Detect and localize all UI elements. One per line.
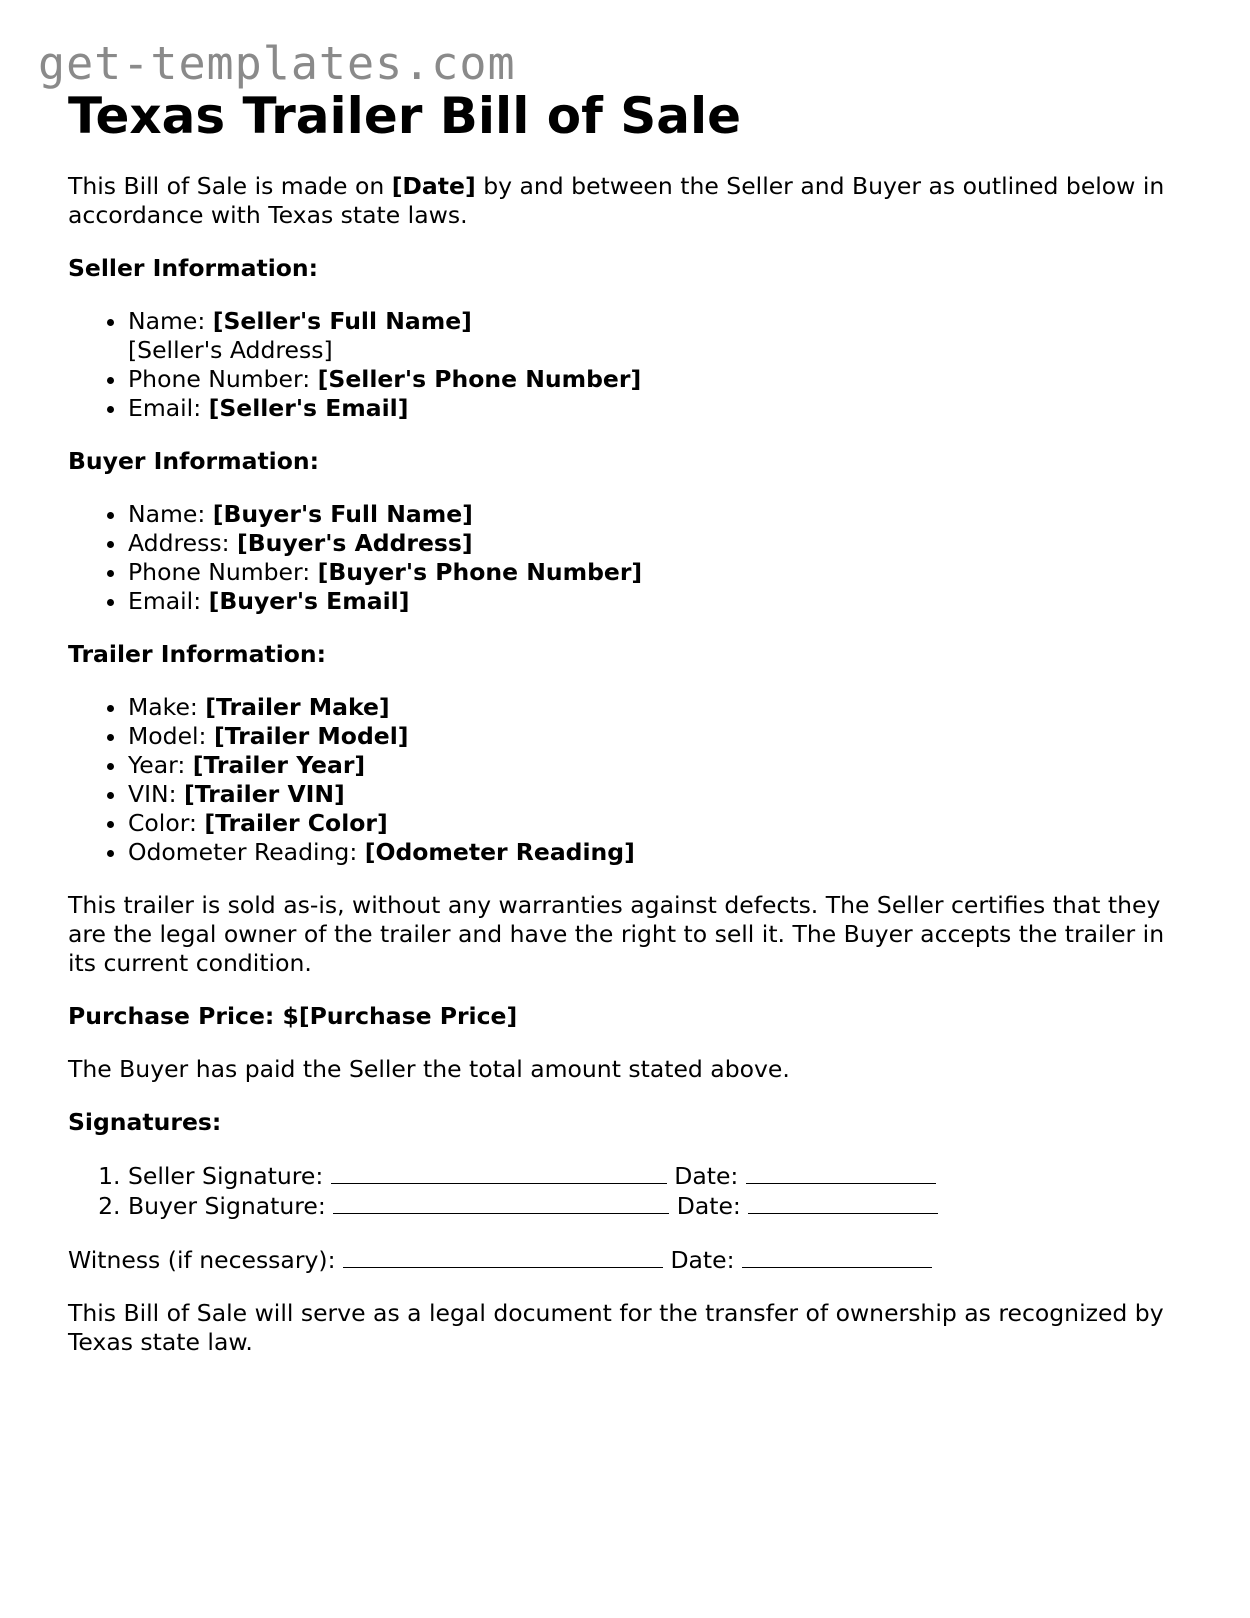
- buyer-heading: Buyer Information:: [68, 447, 320, 475]
- witness-date-line[interactable]: [742, 1245, 932, 1268]
- seller-phone-label: Phone Number:: [128, 365, 318, 393]
- seller-signature-item: [128, 1161, 1188, 1191]
- trailer-list: [68, 693, 1188, 867]
- trailer-odometer-item: [128, 838, 1188, 867]
- list-item-value: [Buyer's Phone Number]: [317, 558, 643, 586]
- trailer-color-item: [128, 809, 1188, 838]
- buyer-email-item: [128, 587, 1188, 616]
- list-item-value: [Buyer's Email]: [208, 587, 410, 615]
- list-item-value: [Trailer Model]: [213, 722, 409, 750]
- list-item-value: [Trailer Make]: [205, 693, 390, 721]
- signature-list: [68, 1161, 1188, 1221]
- seller-name-item: [128, 307, 1188, 365]
- list-item-value: [Trailer Color]: [204, 809, 388, 837]
- sale-date-placeholder: [Date]: [391, 172, 476, 200]
- intro-paragraph: [68, 172, 1188, 230]
- witness-date-label: Date:: [662, 1246, 742, 1274]
- list-item-label: VIN:: [128, 780, 184, 808]
- trailer-year-item: [128, 751, 1188, 780]
- buyer-date-line[interactable]: [748, 1191, 938, 1214]
- seller-signature-label: Seller Signature:: [128, 1162, 331, 1190]
- seller-phone-value: [Seller's Phone Number]: [317, 365, 642, 393]
- intro-text-start: This Bill of Sale is made on: [68, 172, 392, 200]
- seller-list: [68, 307, 1188, 423]
- seller-address-value: [Seller's Address]: [128, 336, 333, 364]
- list-item-label: Email:: [128, 587, 209, 615]
- seller-email-item: [128, 394, 1188, 423]
- document-page: [68, 84, 1188, 1357]
- list-item-label: Phone Number:: [128, 558, 318, 586]
- list-item-label: Make:: [128, 693, 206, 721]
- buyer-list: [68, 500, 1188, 616]
- seller-name-label: Name:: [128, 307, 213, 335]
- list-item-label: Odometer Reading:: [128, 838, 365, 866]
- buyer-phone-item: [128, 558, 1188, 587]
- buyer-name-item: [128, 500, 1188, 529]
- watermark-logo: get-templates.com: [38, 37, 516, 90]
- list-item-label: Year:: [128, 751, 193, 779]
- list-item-value: [Buyer's Full Name]: [212, 500, 473, 528]
- seller-email-value: [Seller's Email]: [208, 394, 409, 422]
- buyer-signature-item: [128, 1191, 1188, 1221]
- list-item-label: Color:: [128, 809, 205, 837]
- list-item-value: [Trailer VIN]: [183, 780, 345, 808]
- list-item-label: Model:: [128, 722, 214, 750]
- buyer-date-label: Date:: [669, 1192, 749, 1220]
- buyer-signature-line[interactable]: [333, 1191, 669, 1214]
- trailer-model-item: [128, 722, 1188, 751]
- list-item-value: [Buyer's Address]: [236, 529, 473, 557]
- as-is-paragraph: This trailer is sold as-is, without any warranties against defects. The Seller certifies that they are the legal owner of the trailer and have the right to sell it. The Buyer accepts the trailer in its current condition.: [68, 891, 1165, 977]
- buyer-signature-label: Buyer Signature:: [128, 1192, 334, 1220]
- witness-signature-line[interactable]: [343, 1245, 663, 1268]
- witness-label: Witness (if necessary):: [68, 1246, 343, 1274]
- trailer-make-item: [128, 693, 1188, 722]
- intro-text-end: by and between the Seller and Buyer as outlined below in accordance with Texas state laws.: [68, 172, 1165, 229]
- seller-name-value: [Seller's Full Name]: [212, 307, 472, 335]
- buyer-address-item: [128, 529, 1188, 558]
- seller-signature-line[interactable]: [331, 1161, 667, 1184]
- list-item-label: Address:: [128, 529, 237, 557]
- seller-email-label: Email:: [128, 394, 209, 422]
- witness-row: [68, 1245, 1188, 1275]
- document-title: Texas Trailer Bill of Sale: [68, 87, 742, 145]
- purchase-price-heading: Purchase Price: $[Purchase Price]: [68, 1002, 518, 1030]
- signatures-heading: Signatures:: [68, 1108, 222, 1136]
- list-item-value: [Trailer Year]: [192, 751, 366, 779]
- seller-date-line[interactable]: [746, 1161, 936, 1184]
- closing-paragraph: This Bill of Sale will serve as a legal document for the transfer of ownership as recognized by Texas state law.: [68, 1299, 1164, 1356]
- trailer-vin-item: [128, 780, 1188, 809]
- seller-heading: Seller Information:: [68, 254, 319, 282]
- payment-statement: The Buyer has paid the Seller the total amount stated above.: [68, 1055, 790, 1083]
- list-item-value: [Odometer Reading]: [364, 838, 635, 866]
- trailer-heading: Trailer Information:: [68, 640, 327, 668]
- seller-date-label: Date:: [666, 1162, 746, 1190]
- seller-phone-item: [128, 365, 1188, 394]
- list-item-label: Name:: [128, 500, 213, 528]
